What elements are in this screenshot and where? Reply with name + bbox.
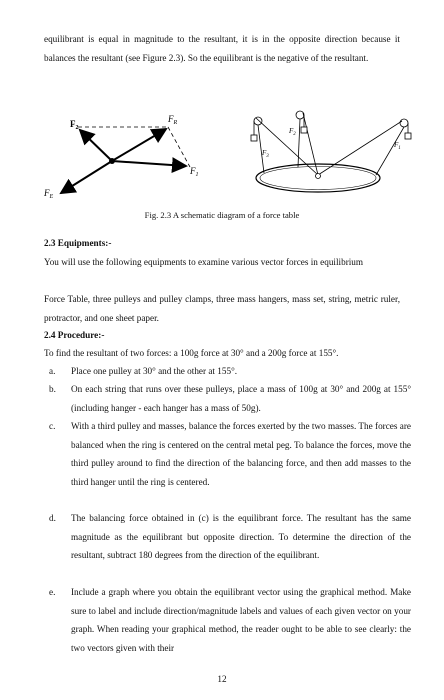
procedure-intro: To find the resultant of two forces: a 100g force at 30° and a 200g force at 155°. (44, 348, 339, 358)
label-f1: F (190, 166, 196, 176)
label-ft2: F (289, 127, 294, 135)
svg-text:F1: $F_1$ (190, 166, 199, 178)
vector-diagram (40, 110, 210, 210)
figure-caption: Fig. 2.3 A schematic diagram of a force table (144, 210, 300, 220)
label-f2: F (70, 119, 76, 129)
svg-text:FE: $F_E$ (44, 188, 54, 200)
vector-fe (61, 161, 112, 193)
page-number: 12 (217, 674, 227, 684)
equipments-heading: 2.3 Equipments:- (44, 238, 112, 248)
label-fr: F (168, 114, 174, 124)
svg-text:F2: $F_2$ (70, 119, 79, 131)
procedure-item-a: a. Place one pulley at 30° and the other at 155°. (49, 366, 238, 376)
vector-f1 (112, 161, 186, 166)
procedure-item-c: c. With a third pulley and masses, balance the forces exerted by the two masses. The forces are balanced when the ring is centered on the central metal peg. To balance the forces, move the third pulley around to find the direction of the balancing force, and then add masses to the third hanger until the ring is centered. (49, 421, 411, 487)
equipments-intro: You will use the following equipments to examine various vector forces in equilibrium (44, 257, 364, 267)
label-ft1: F (394, 141, 399, 149)
svg-text:FR: $F_R$ (168, 114, 178, 126)
svg-text:F1: $F_1$ (394, 141, 401, 151)
label-ft3: F (262, 149, 267, 157)
svg-text:F2: $F_2$ (289, 127, 296, 137)
intro-paragraph: equilibrant is equal in magnitude to the resultant, it is in the opposite direction because it balances the resultant (see Figure 2.3). So the equilibrant is the negative of the resultant. (44, 34, 400, 63)
force-table-diagram (240, 105, 415, 203)
vector-f2 (80, 130, 112, 161)
procedure-item-b: b. On each string that runs over these pulleys, place a mass of 100g at 30° and 200g at 155° (including hanger - each hanger has a mass of 50g). (49, 384, 411, 413)
equipments-list: Force Table, three pulleys and pulley clamps, three mass hangers, mass set, string, metric ruler, protractor, and one sheet paper. (44, 294, 400, 323)
label-fe: F (44, 188, 50, 198)
svg-text:F3: $F_3$ (262, 149, 269, 159)
vector-fr (112, 129, 166, 161)
procedure-item-d: d. The balancing force obtained in (c) is the equilibrant force. The resultant has the same magnitude as the equilibrant but opposite direction. To determine the direction of the resultant, subtract 180 degrees from the direction of the equilibrant. (49, 513, 411, 560)
procedure-heading: 2.4 Procedure:- (44, 330, 105, 340)
procedure-item-e: e. Include a graph where you obtain the equilibrant vector using the graphical method. Make sure to label and include direction/magnitude labels and values of each given vector on your graph. When reading your graphical method, the reader ought to be able to see clearly: the two vectors given with their (49, 587, 411, 653)
